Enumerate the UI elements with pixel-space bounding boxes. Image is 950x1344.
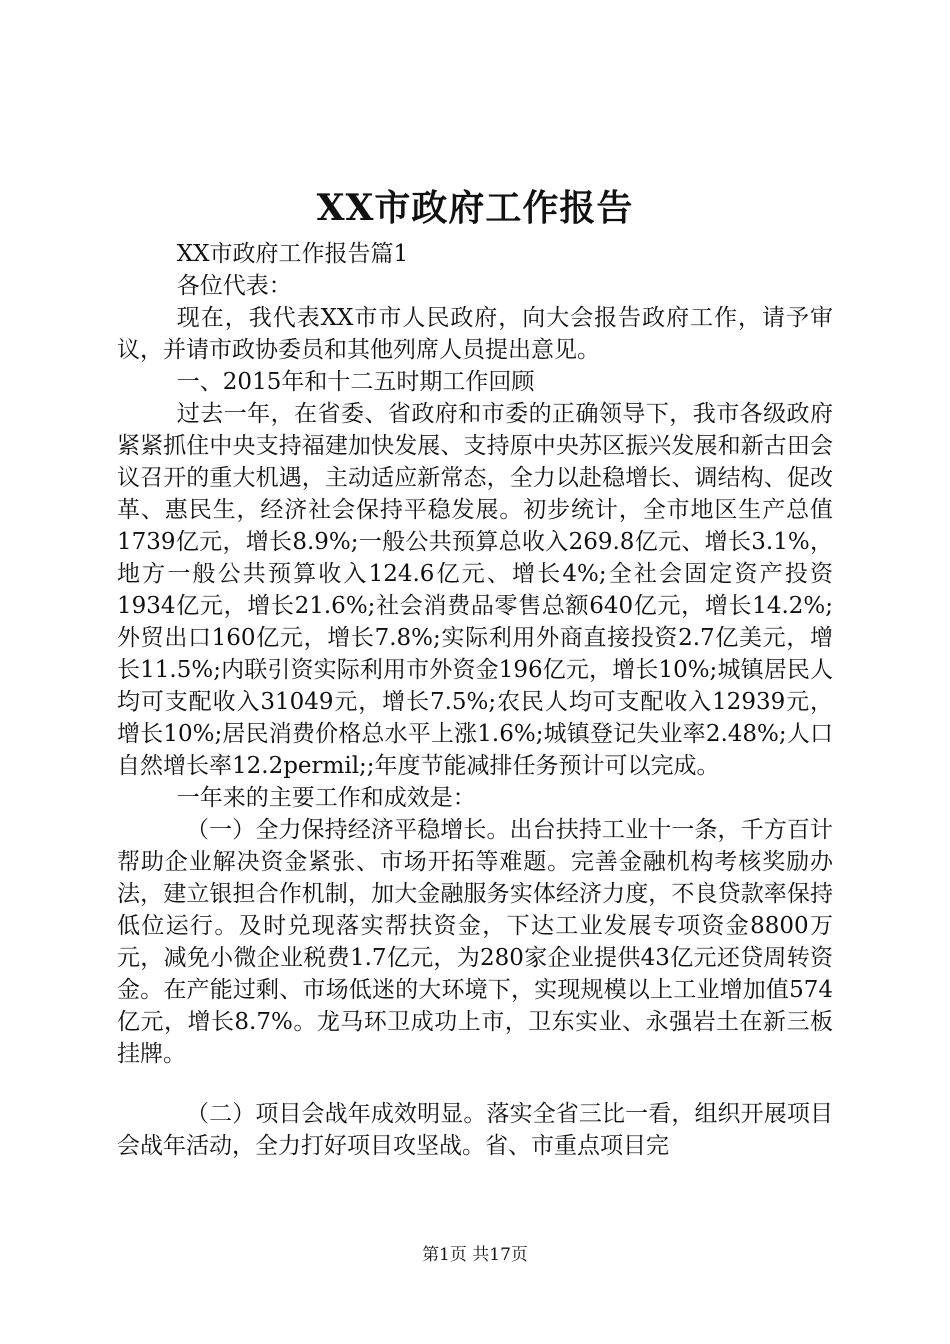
achievements-intro: 一年来的主要工作和成效是： [176,785,476,811]
document-body [117,238,833,1162]
document-title: XX市政府工作报告 [316,187,634,229]
salutation: 各位代表： [176,273,292,299]
page-number-footer: 第1页 共17页 [422,1245,528,1265]
intro-paragraph: 现在，我代表XX市市人民政府，向大会报告政府工作，请予审议，并请市政协委员和其他列席人员提出意见。 [117,305,833,363]
section-heading: 一、2015年和十二五时期工作回顾 [176,369,535,395]
item-1-paragraph: （一）全力保持经济平稳增长。出台扶持工业十一条，千方百计帮助企业解决资金紧张、市场开拓等难题。完善金融机构考核奖励办法，建立银担合作机制，加大金融服务实体经济力度，不良贷款率保持低位运行。及时兑现落实帮扶资金，下达工业发展专项资金8800万元，减免小微企业税费1.7亿元，为280家企业提供43亿元还贷周转资金。在产能过剩、市场低迷的大环境下，实现规模以上工业增加值574亿元，增长8.7%。龙马环卫成功上市，卫东实业、永强岩土在新三板挂牌。 [117,817,833,1067]
review-paragraph: 过去一年，在省委、省政府和市委的正确领导下，我市各级政府紧紧抓住中央支持福建加快发展、支持原中央苏区振兴发展和新古田会议召开的重大机遇，主动适应新常态，全力以赴稳增长、调结构、促改革、惠民生，经济社会保持平稳发展。初步统计，全市地区生产总值1739亿元，增长8.9%;一般公共预算总收入269.8亿元、增长3.1%，地方一般公共预算收入124.6亿元、增长4%;全社会固定资产投资1934亿元，增长21.6%;社会消费品零售总额640亿元，增长14.2%;外贸出口160亿元，增长7.8%;实际利用外商直接投资2.7亿美元，增长11.5%;内联引资实际利用市外资金196亿元，增长10%;城镇居民人均可支配收入31049元，增长7.5%;农民人均可支配收入12939元，增长10%;居民消费价格总水平上涨1.6%;城镇登记失业率2.48%;人口自然增长率12.2permil;;年度节能减排任务预计可以完成。 [117,401,833,779]
paragraph-gap [117,1070,833,1098]
document-subtitle: XX市政府工作报告篇1 [176,241,409,267]
item-2-paragraph: （二）项目会战年成效明显。落实全省三比一看，组织开展项目会战年活动，全力打好项目攻坚战。省、市重点项目完 [117,1101,833,1159]
